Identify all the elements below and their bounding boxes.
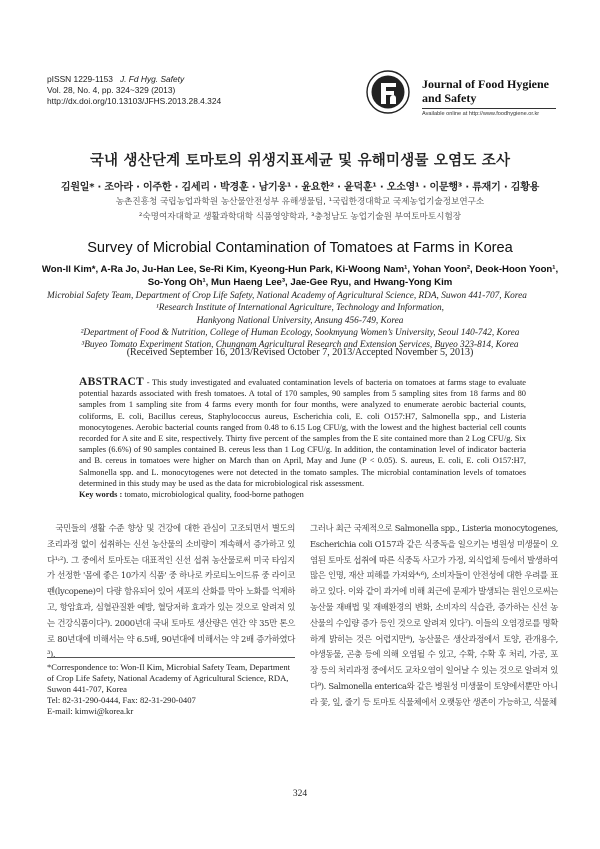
affiliation-2: ²Department of Food & Nutrition, College of Human Ecology, Sookmyung Women’s University, Seoul 140-742, Korea	[80, 327, 520, 338]
body-paragraph: 그러나 최근 국제적으로 Salmonella spp., Listeria monocytogenes, Escherichia coli O157과 같은 식중독을 일으키는 병원성 미생물이 오염된 토마토 섭취에 따른 식중독 사고가 가정, 외식업체 등에서 발생하여 많은 인명, 재산 피해를 가져와⁴˒⁶), 소비자들이 안전성에 대한 우려를 표하고 있다. 이와 같이 과거에 비해 최근에 문제가 발생되는 원인으로써는 농산물 재배법 및 재배환경의 변화, 소비자의 식습관, 증가하는 신선 농산물의 수입량 증가 등인 것으로 알려져 있다⁷). 이들의 오염경로를 명확하게 밝히는 것은 어렵지만⁸), 농산물은 생산과정에서 토양, 관개용수, 야생동물, 곤충 등에 의해 오염될 수 있고, 수확, 수확 후 처리, 가공, 포장 등의 처리과정 중에서도 교차오염이 일어날 수 있는 것으로 알려져 있다⁹). Salmonella enterica와 같은 병원성 미생물이 토양에서뿐만 아니라 꽃, 잎, 줄기 등 토마토 식물체에서 오랫동안 생존이 가능하고, 식물체	[310, 523, 558, 707]
abstract-text: - This study investigated and evaluated contamination levels of bacteria on tomatoes at farms stage to evaluate potential hazards associated with fresh tomatoes. A total of 170 samples, 90 samples from 5 sampling sites from 18 farms and 80 samples from 1 sampling site from 4 farms every month for four months, were analyzed to enumerate aerobic bacterial counts, coliforms, E. coli, Bacillus cereus, Staphylococcus aureus, Escherichia coli, E. coli O157:H7, Salmonella spp., and Listeria monocytogenes. Aerobic bacterial counts ranged from 0.48 to 6.15 Log CFU/g, with the lowest and the highest bacterial cell counts recorded for A site and E site, respectively. Thirty five percent of the samples from the E site contained more than 2 Log CFU/g. Six samples (6.6%) of 90 samples contained B. cereus less than 1 Log CFU/g. In addition, the contamination level of indicator bacteria and B. cereus in tomatoes were higher on March than on April, May and June (P < 0.05). S. aureus, E. coli, E. coli O157:H7, Salmonella spp. and L. monocytogenes were not detected in the tomato samples. The microbial contamination levels of tomatoes determined in this study may be used as the data for microbiological risk assessment.	[79, 378, 526, 488]
journal-name: Journal of Food Hygiene and Safety	[422, 77, 550, 105]
affiliation-main: Microbial Safety Team, Department of Crop Life Safety, National Academy of Agricultural Science, RDA, Suwon 441-707, Korea	[47, 291, 527, 301]
body-column-right	[310, 521, 558, 711]
journal-logo-icon	[366, 70, 410, 114]
keywords	[79, 490, 526, 499]
english-affiliations	[47, 290, 553, 351]
doi-link[interactable]: http://dx.doi.org/10.13103/JFHS.2013.28.4.324	[47, 96, 222, 106]
body-paragraph: 국민들의 생활 수준 향상 및 건강에 대한 관심이 고조되면서 별도의 조리과정 없이 섭취하는 신선 농산물의 소비량이 계속해서 증가하고 있다¹˒²). 그 중에서 토마토는 대표적인 신선 섭취 농산물로써 미국 타임지가 선정한 '몸에 좋은 10가지 식품' 중 하나로 카로티노이드류 중 라이코펜(lycopene)이 다량 함유되어 있어 세포의 산화를 막아 노화를 억제하고, 항암효과, 심혈관질환 예방, 혈당저하 효과가 있는 것으로 알려져 있는 건강식품이다³). 2000년대 국내 토마토 생산량은 연간 약 35만 톤으로 80년대에 비해서는 약 6.5배, 90년대에 비해서는 약 2배 증가하였다³).	[47, 523, 295, 660]
korean-authors: 김원일* · 조아라 · 이주한 · 김세리 · 박경훈 · 남기웅¹ · 윤요한² · 윤덕훈¹ · 오소영¹ · 이문행³ · 류재기 · 김황용	[60, 182, 540, 193]
english-authors-line1: Won-Il Kim*, A-Ra Jo, Ju-Han Lee, Se-Ri Kim, Kyeong-Hun Park, Ki-Woong Nam¹, Yohan Yoon², Deok-Hoon Yoon¹,	[41, 264, 559, 275]
pissn: pISSN 1229-1153	[47, 74, 113, 84]
abstract	[79, 377, 526, 489]
journal-rule	[422, 108, 556, 109]
english-title: Survey of Microbial Contamination of Tomatoes at Farms in Korea	[87, 240, 513, 256]
journal-logo	[366, 70, 558, 126]
korean-affiliation-2: ²숙명여자대학교 생활과학대학 식품영양학과, ³충청남도 농업기술원 부여토마토시험장	[138, 212, 462, 222]
keywords-label: Key words :	[79, 490, 123, 499]
affiliation-1b: Hankyong National University, Ansung 456-749, Korea	[196, 315, 404, 326]
journal-meta	[47, 74, 221, 107]
abstract-heading: ABSTRACT	[79, 376, 145, 388]
page-number: 324	[292, 789, 308, 799]
footnote-email[interactable]: E-mail: kimwi@korea.kr	[47, 706, 134, 716]
body-column-left	[47, 521, 295, 663]
affiliation-1a: ¹Research Institute of International Agriculture, Technology and Information,	[156, 303, 444, 314]
footnote-phone: Tel: 82-31-290-0444, Fax: 82-31-290-0407	[47, 695, 196, 705]
footnote-rule	[47, 657, 295, 658]
english-authors-line2: So-Yong Oh¹, Mun Haeng Lee³, Jae-Gee Ryu, and Hwang-Yong Kim	[147, 277, 453, 288]
volume-line: Vol. 28, No. 4, pp. 324~329 (2013)	[47, 85, 176, 95]
korean-title: 국내 생산단계 토마토의 위생지표세균 및 유해미생물 오염도 조사	[89, 153, 511, 169]
korean-affiliation-1: 농촌진흥청 국립농업과학원 농산물안전성부 유해생물팀, ¹국립한경대학교 국제농업기술정보연구소	[115, 197, 485, 207]
correspondence-footnote	[47, 662, 297, 717]
journal-online-url[interactable]: Available online at http://www.foodhygiene.or.kr	[422, 111, 540, 117]
affiliation-3: ³Buyeo Tomato Experiment Station, Chungnam Agricultural Research and Extension Services, Buyeo 323-814, Korea	[81, 340, 519, 351]
keywords-text: tomato, microbiological quality, food-borne pathogen	[122, 490, 304, 499]
received-dates: (Received September 16, 2013/Revised October 7, 2013/Accepted November 5, 2013)	[126, 347, 474, 358]
footnote-correspondence: *Correspondence to: Won-Il Kim, Microbial Safety Team, Department of Crop Life Safety, National Academy of Agricultural Science, RDA, Suwon 441-707, Korea	[47, 662, 291, 694]
journal-abbrev: J. Fd Hyg. Safety	[119, 74, 185, 84]
